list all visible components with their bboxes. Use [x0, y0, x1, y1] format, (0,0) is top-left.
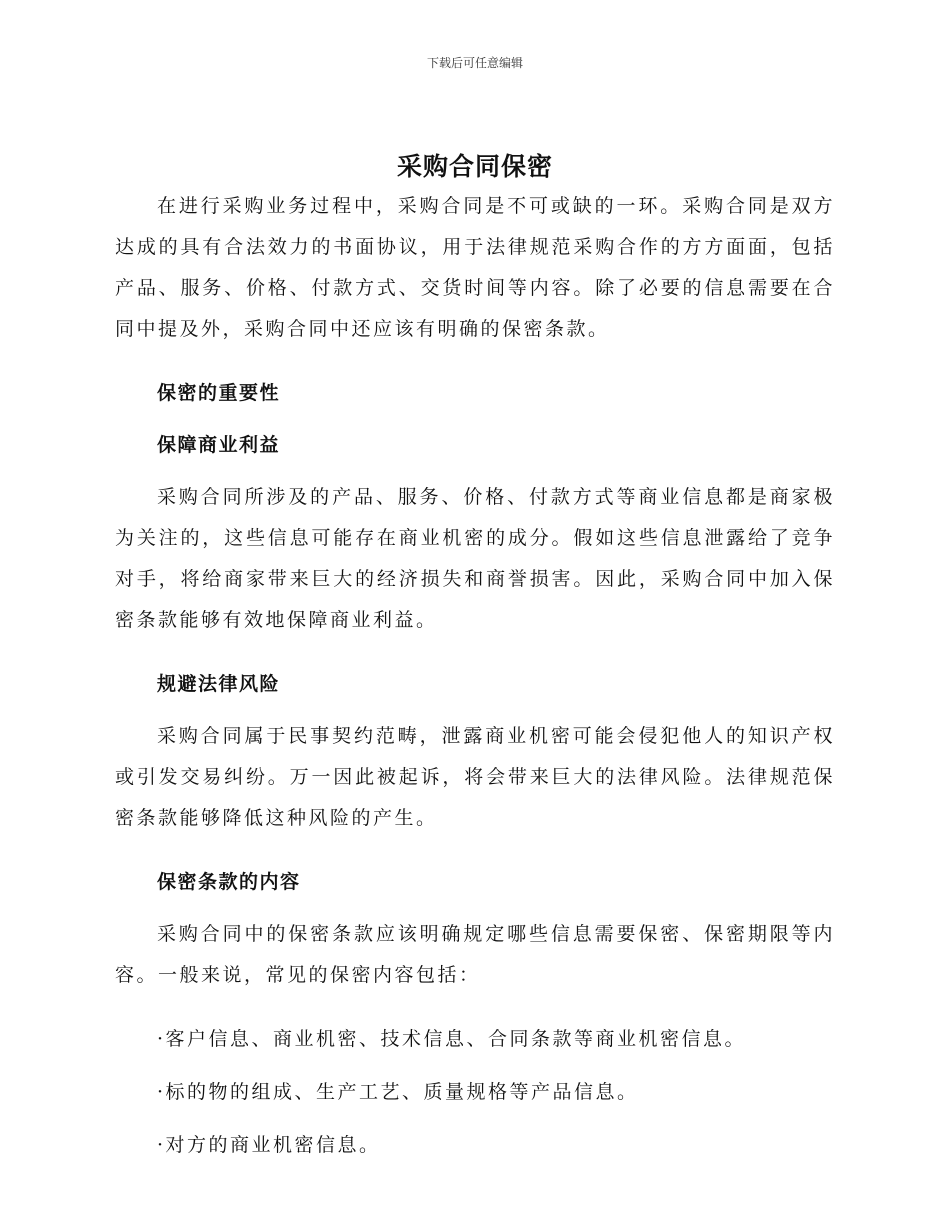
clause-content-paragraph: 采购合同中的保密条款应该明确规定哪些信息需要保密、保密期限等内容。一般来说，常见的保密内容包括：: [115, 923, 835, 986]
section-heading-clause-content: 保密条款的内容: [157, 871, 301, 893]
business-interest-paragraph: 采购合同所涉及的产品、服务、价格、付款方式等商业信息都是商家极为关注的，这些信息可能存在商业机密的成分。假如这些信息泄露给了竞争对手，将给商家带来巨大的经济损失和商誉损害。因此，采购合同中加入保密条款能够有效地保障商业利益。: [115, 486, 835, 631]
legal-risk-paragraph: 采购合同属于民事契约范畴，泄露商业机密可能会侵犯他人的知识产权或引发交易纠纷。万一因此被起诉，将会带来巨大的法律风险。法律规范保密条款能够降低这种风险的产生。: [115, 725, 835, 829]
section-heading-importance: 保密的重要性: [157, 382, 281, 404]
subsection-heading-business-interest: 保障商业利益: [157, 434, 281, 456]
list-item: ·对方的商业机密信息。: [157, 1134, 381, 1156]
list-item: ·标的物的组成、生产工艺、质量规格等产品信息。: [157, 1081, 639, 1103]
list-item: ·客户信息、商业机密、技术信息、合同条款等商业机密信息。: [157, 1028, 747, 1050]
document-title: 采购合同保密: [396, 152, 553, 181]
intro-paragraph: 在进行采购业务过程中，采购合同是不可或缺的一环。采购合同是双方达成的具有合法效力的书面协议，用于法律规范采购合作的方方面面，包括产品、服务、价格、付款方式、交货时间等内容。除了必要的信息需要在合同中提及外，采购合同中还应该有明确的保密条款。: [115, 195, 835, 340]
subsection-heading-legal-risk: 规避法律风险: [157, 673, 281, 695]
document-body: [115, 186, 835, 1178]
page-header-note: 下载后可任意编辑: [426, 56, 523, 70]
